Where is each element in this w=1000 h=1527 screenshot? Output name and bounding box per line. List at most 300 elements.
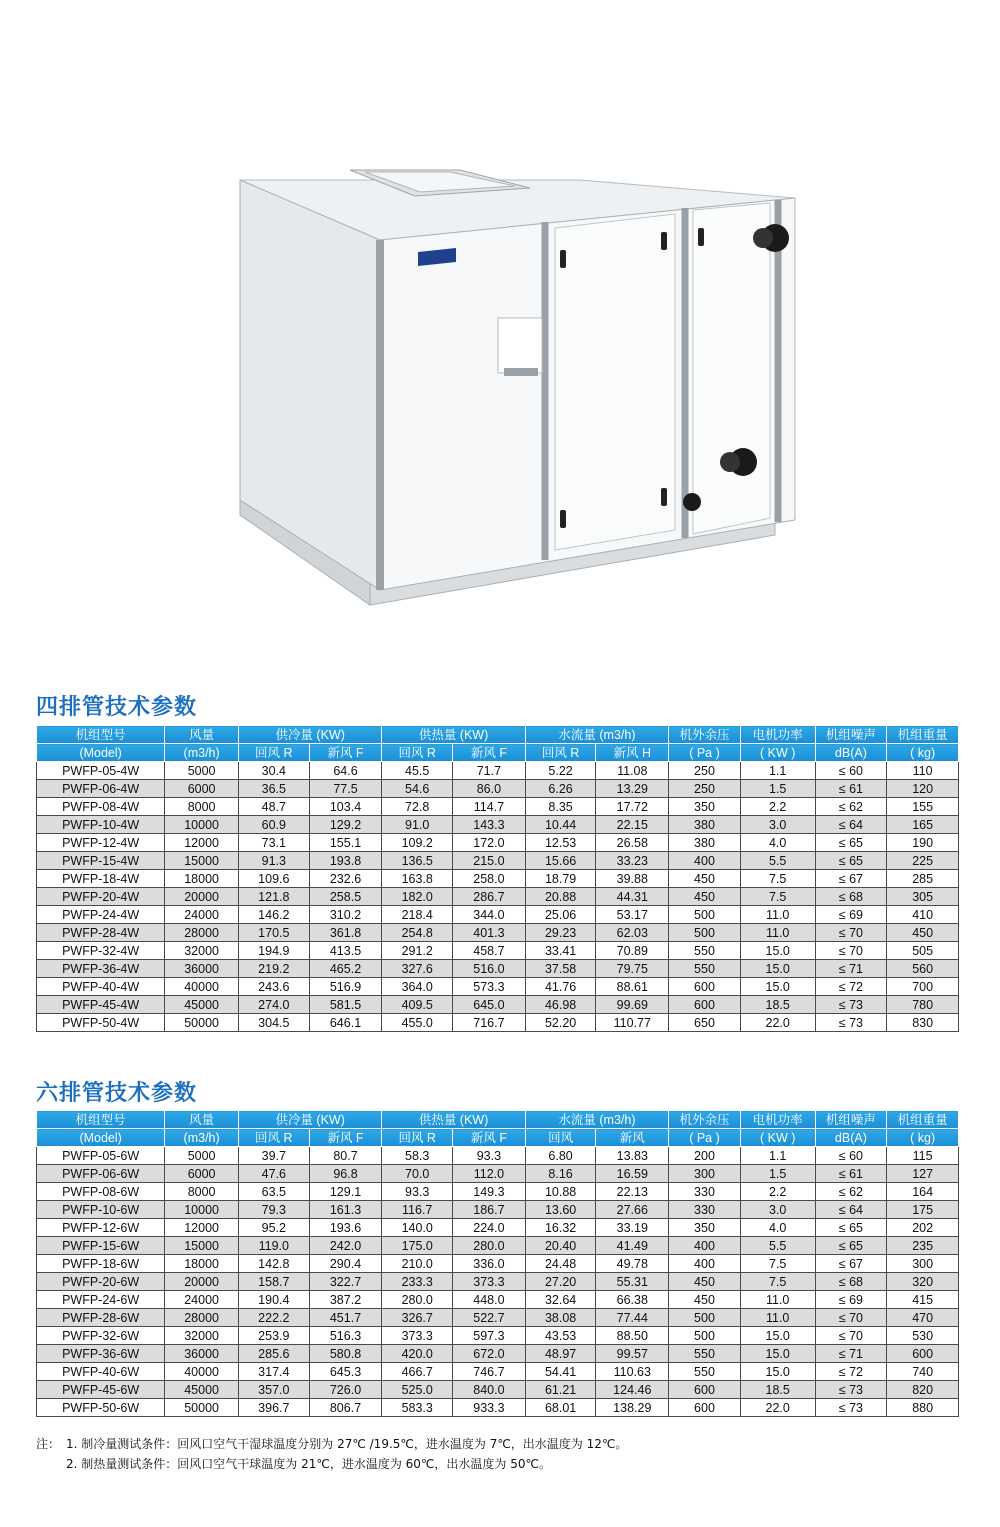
table-cell: 5000 [165,1147,239,1165]
table-cell: 50000 [165,1014,239,1032]
table-cell: 93.3 [453,1147,526,1165]
table-cell: 142.8 [238,1255,309,1273]
table-cell: 450 [669,888,741,906]
table-cell: 726.0 [309,1381,382,1399]
table-cell: 280.0 [382,1291,453,1309]
table-cell: ≤ 71 [815,960,887,978]
table-cell: 88.50 [596,1327,669,1345]
table-cell: 11.0 [740,1309,815,1327]
table-cell: 350 [669,1219,741,1237]
table-cell: ≤ 67 [815,870,887,888]
header-water-flow: 水流量 (m3/h) [525,726,668,744]
table-cell: 110.77 [596,1014,669,1032]
table-cell: 11.08 [596,762,669,780]
table-cell: 242.0 [309,1237,382,1255]
table-cell: ≤ 65 [815,1237,887,1255]
table-cell: 53.17 [596,906,669,924]
table-cell: 40000 [165,978,239,996]
table-cell: 115 [887,1147,959,1165]
subheader: 回风 R [525,744,596,762]
table-cell: ≤ 70 [815,924,887,942]
table-cell: ≤ 73 [815,1381,887,1399]
header-power-unit: ( KW ) [740,744,815,762]
table-cell: 1.5 [740,1165,815,1183]
table-cell: 415 [887,1291,959,1309]
table-cell: 7.5 [740,870,815,888]
model-cell: PWFP-28-6W [37,1309,165,1327]
table-cell: 250 [669,762,741,780]
table-cell: 222.2 [238,1309,309,1327]
table-cell: 164 [887,1183,959,1201]
table-row [37,798,959,816]
table-cell: ≤ 67 [815,1255,887,1273]
table-cell: ≤ 73 [815,1014,887,1032]
table-cell: 22.0 [740,1014,815,1032]
table-cell: 170.5 [238,924,309,942]
table-cell: 361.8 [309,924,382,942]
table-cell: 96.8 [309,1165,382,1183]
table-cell: 219.2 [238,960,309,978]
table-cell: 254.8 [382,924,453,942]
table-cell: 18.79 [525,870,596,888]
table-cell: 38.08 [525,1309,596,1327]
table-cell: 22.15 [596,816,669,834]
table-cell: 193.8 [309,852,382,870]
header-pressure-unit: ( Pa ) [669,1129,741,1147]
header-heating: 供热量 (KW) [382,726,525,744]
table-row [37,1327,959,1345]
table-cell: 63.5 [238,1183,309,1201]
header-pressure-unit: ( Pa ) [669,744,741,762]
table-cell: 1.5 [740,780,815,798]
table-cell: 13.83 [596,1147,669,1165]
table-cell: 448.0 [453,1291,526,1309]
table-cell: 645.0 [453,996,526,1014]
table-cell: 182.0 [382,888,453,906]
model-cell: PWFP-18-6W [37,1255,165,1273]
table-cell: 8.35 [525,798,596,816]
table-cell: 48.7 [238,798,309,816]
table-cell: 250 [669,780,741,798]
table-cell: 71.7 [453,762,526,780]
table-cell: 200 [669,1147,741,1165]
table-cell: ≤ 69 [815,906,887,924]
table-cell: 344.0 [453,906,526,924]
table-cell: 218.4 [382,906,453,924]
table-cell: 172.0 [453,834,526,852]
table-cell: 7.5 [740,1255,815,1273]
table-cell: 110 [887,762,959,780]
table-cell: 364.0 [382,978,453,996]
table-row [37,1309,959,1327]
table-cell: 27.66 [596,1201,669,1219]
table-cell: 420.0 [382,1345,453,1363]
table-cell: 33.19 [596,1219,669,1237]
table-cell: 91.3 [238,852,309,870]
subheader: 新风 H [596,744,669,762]
model-cell: PWFP-45-4W [37,996,165,1014]
table-row [37,1363,959,1381]
table-cell: ≤ 71 [815,1345,887,1363]
table-cell: 127 [887,1165,959,1183]
table-cell: 15000 [165,1237,239,1255]
table-cell: 600 [669,996,741,1014]
table-row [37,924,959,942]
table-cell: 583.3 [382,1399,453,1417]
table-cell: 253.9 [238,1327,309,1345]
table-cell: 15.66 [525,852,596,870]
table-cell: 550 [669,960,741,978]
model-cell: PWFP-28-4W [37,924,165,942]
table-cell: 5.5 [740,1237,815,1255]
table-cell: 99.57 [596,1345,669,1363]
table-cell: ≤ 62 [815,798,887,816]
table-cell: 285 [887,870,959,888]
table-cell: ≤ 70 [815,1309,887,1327]
table-cell: 124.46 [596,1381,669,1399]
table-cell: 224.0 [453,1219,526,1237]
table-cell: 129.2 [309,816,382,834]
model-cell: PWFP-32-6W [37,1327,165,1345]
table-cell: 450 [887,924,959,942]
table-cell: 320 [887,1273,959,1291]
table-cell: 330 [669,1183,741,1201]
spec-table-four-row [36,725,959,1032]
table-cell: 24000 [165,1291,239,1309]
model-cell: PWFP-08-6W [37,1183,165,1201]
table-cell: 5.22 [525,762,596,780]
header-power: 电机功率 [740,1111,815,1129]
table-cell: 373.3 [382,1327,453,1345]
table-cell: 155 [887,798,959,816]
table-cell: ≤ 73 [815,996,887,1014]
table-cell: 233.3 [382,1273,453,1291]
header-pressure: 机外余压 [669,1111,741,1129]
table-cell: 29.23 [525,924,596,942]
table-cell: 194.9 [238,942,309,960]
table-cell: 44.31 [596,888,669,906]
table-cell: 5000 [165,762,239,780]
table-cell: 6000 [165,780,239,798]
table-cell: 28000 [165,924,239,942]
table-row [37,1147,959,1165]
air-handling-unit-image [230,150,810,650]
table-cell: 400 [669,1237,741,1255]
table-cell: 202 [887,1219,959,1237]
notes-label: 注： [36,1437,61,1451]
table-cell: 70.0 [382,1165,453,1183]
table-row [37,852,959,870]
table-cell: 143.3 [453,816,526,834]
table-cell: 20000 [165,1273,239,1291]
table-cell: 12000 [165,1219,239,1237]
header-airflow-unit: (m3/h) [165,744,239,762]
table-cell: 3.0 [740,1201,815,1219]
table-cell: 22.0 [740,1399,815,1417]
table-cell: 68.01 [525,1399,596,1417]
table-cell: 11.0 [740,906,815,924]
model-cell: PWFP-10-4W [37,816,165,834]
table-row [37,996,959,1014]
note-cooling-conditions: 1. 制冷量测试条件：回风口空气干湿球温度分别为 27℃ /19.5℃，进水温度为 7℃，出水温度为 12℃。 [66,1437,628,1451]
table-cell: 49.78 [596,1255,669,1273]
table-cell: 138.29 [596,1399,669,1417]
table-cell: 232.6 [309,870,382,888]
table-cell: 16.59 [596,1165,669,1183]
table-cell: 597.3 [453,1327,526,1345]
table-cell: 450 [669,1273,741,1291]
table-cell: 55.31 [596,1273,669,1291]
table-cell: 235 [887,1237,959,1255]
table-cell: 672.0 [453,1345,526,1363]
header-cooling: 供冷量 (KW) [238,726,381,744]
table-cell: 39.7 [238,1147,309,1165]
model-cell: PWFP-12-4W [37,834,165,852]
header-weight: 机组重量 [887,726,959,744]
table-cell: 22.13 [596,1183,669,1201]
table-cell: 149.3 [453,1183,526,1201]
table-cell: 40000 [165,1363,239,1381]
header-cooling: 供冷量 (KW) [238,1111,381,1129]
table-cell: 116.7 [382,1201,453,1219]
table-cell: 50000 [165,1399,239,1417]
table-cell: 8000 [165,798,239,816]
table-row [37,1273,959,1291]
table-cell: 140.0 [382,1219,453,1237]
table-cell: 114.7 [453,798,526,816]
table-cell: ≤ 60 [815,762,887,780]
table-cell: 17.72 [596,798,669,816]
table-cell: 1.1 [740,1147,815,1165]
model-cell: PWFP-36-6W [37,1345,165,1363]
table-cell: 52.20 [525,1014,596,1032]
subheader: 回风 [525,1129,596,1147]
table-cell: 225 [887,852,959,870]
table-cell: 24.48 [525,1255,596,1273]
table-cell: 190 [887,834,959,852]
header-noise-unit: dB(A) [815,1129,887,1147]
model-cell: PWFP-06-4W [37,780,165,798]
table-cell: 11.0 [740,924,815,942]
table-cell: 39.88 [596,870,669,888]
header-power: 电机功率 [740,726,815,744]
table-cell: 18000 [165,1255,239,1273]
header-airflow-unit: (m3/h) [165,1129,239,1147]
header-airflow: 风量 [165,726,239,744]
table-cell: 93.3 [382,1183,453,1201]
table-row [37,1291,959,1309]
table-cell: 79.75 [596,960,669,978]
table-cell: 380 [669,834,741,852]
table-row [37,762,959,780]
table-cell: 317.4 [238,1363,309,1381]
section-title-four-row: 四排管技术参数 [36,695,198,720]
table-cell: 20.88 [525,888,596,906]
table-cell: 28000 [165,1309,239,1327]
table-cell: ≤ 64 [815,816,887,834]
table-cell: ≤ 69 [815,1291,887,1309]
table-cell: 380 [669,816,741,834]
table-cell: 291.2 [382,942,453,960]
table-cell: 290.4 [309,1255,382,1273]
table-cell: 413.5 [309,942,382,960]
table-row [37,816,959,834]
table-cell: 500 [669,906,741,924]
model-cell: PWFP-40-4W [37,978,165,996]
table-cell: 300 [669,1165,741,1183]
section-title-six-row: 六排管技术参数 [36,1081,198,1106]
table-cell: 806.7 [309,1399,382,1417]
table-row [37,942,959,960]
table-cell: 350 [669,798,741,816]
table-cell: 25.06 [525,906,596,924]
table-cell: 215.0 [453,852,526,870]
table-cell: 73.1 [238,834,309,852]
table-row [37,1165,959,1183]
table-cell: 500 [669,1327,741,1345]
subheader: 新风 F [453,744,526,762]
header-heating: 供热量 (KW) [382,1111,525,1129]
table-cell: 13.29 [596,780,669,798]
table-cell: ≤ 72 [815,1363,887,1381]
table-cell: 2.2 [740,798,815,816]
table-cell: 530 [887,1327,959,1345]
table-cell: 11.0 [740,1291,815,1309]
header-noise: 机组噪声 [815,1111,887,1129]
table-cell: 409.5 [382,996,453,1014]
table-cell: 8000 [165,1183,239,1201]
table-cell: 10.88 [525,1183,596,1201]
table-cell: 322.7 [309,1273,382,1291]
model-cell: PWFP-08-4W [37,798,165,816]
header-airflow: 风量 [165,1111,239,1129]
table-cell: 600 [669,1381,741,1399]
table-cell: ≤ 60 [815,1147,887,1165]
table-cell: 4.0 [740,834,815,852]
header-model: 机组型号 [37,726,165,744]
table-row [37,1399,959,1417]
table-cell: 243.6 [238,978,309,996]
table-cell: 700 [887,978,959,996]
header-noise-unit: dB(A) [815,744,887,762]
table-row [37,978,959,996]
table-cell: 330 [669,1201,741,1219]
table-cell: 33.23 [596,852,669,870]
table-cell: 258.0 [453,870,526,888]
table-row [37,834,959,852]
table-row [37,1345,959,1363]
table-cell: 15.0 [740,1345,815,1363]
header-weight: 机组重量 [887,1111,959,1129]
table-cell: 61.21 [525,1381,596,1399]
table-cell: 110.63 [596,1363,669,1381]
table-cell: 285.6 [238,1345,309,1363]
model-cell: PWFP-05-4W [37,762,165,780]
table-cell: 6.26 [525,780,596,798]
table-cell: 516.0 [453,960,526,978]
table-cell: 64.6 [309,762,382,780]
table-cell: 79.3 [238,1201,309,1219]
table-cell: 77.44 [596,1309,669,1327]
header-model-en: (Model) [37,744,165,762]
table-cell: ≤ 70 [815,942,887,960]
table-row [37,780,959,798]
table-cell: 336.0 [453,1255,526,1273]
table-cell: 18.5 [740,996,815,1014]
table-cell: 396.7 [238,1399,309,1417]
table-cell: 41.49 [596,1237,669,1255]
model-cell: PWFP-36-4W [37,960,165,978]
model-cell: PWFP-06-6W [37,1165,165,1183]
table-cell: 18000 [165,870,239,888]
table-cell: ≤ 61 [815,780,887,798]
table-cell: 840.0 [453,1381,526,1399]
table-cell: 387.2 [309,1291,382,1309]
table-cell: 10000 [165,816,239,834]
table-cell: 880 [887,1399,959,1417]
table-cell: 716.7 [453,1014,526,1032]
table-cell: ≤ 65 [815,834,887,852]
table-cell: 4.0 [740,1219,815,1237]
table-cell: 47.6 [238,1165,309,1183]
table-cell: 112.0 [453,1165,526,1183]
table-cell: ≤ 65 [815,1219,887,1237]
table-cell: 32000 [165,1327,239,1345]
table-cell: 505 [887,942,959,960]
model-cell: PWFP-32-4W [37,942,165,960]
table-cell: 326.7 [382,1309,453,1327]
table-cell: 16.32 [525,1219,596,1237]
table-row [37,888,959,906]
model-cell: PWFP-40-6W [37,1363,165,1381]
table-cell: 401.3 [453,924,526,942]
table-cell: 70.89 [596,942,669,960]
table-cell: ≤ 70 [815,1327,887,1345]
table-cell: 373.3 [453,1273,526,1291]
table-cell: 77.5 [309,780,382,798]
table-cell: 15000 [165,852,239,870]
table-cell: 455.0 [382,1014,453,1032]
table-cell: 286.7 [453,888,526,906]
table-cell: 470 [887,1309,959,1327]
subheader: 新风 F [453,1129,526,1147]
table-cell: 400 [669,852,741,870]
table-cell: 95.2 [238,1219,309,1237]
subheader: 回风 R [238,1129,309,1147]
table-cell: 6.80 [525,1147,596,1165]
table-cell: 41.76 [525,978,596,996]
table-cell: 158.7 [238,1273,309,1291]
table-cell: 560 [887,960,959,978]
table-cell: 175 [887,1201,959,1219]
table-cell: 36.5 [238,780,309,798]
table-cell: 300 [887,1255,959,1273]
table-cell: 46.98 [525,996,596,1014]
subheader: 回风 R [382,744,453,762]
table-cell: 18.5 [740,1381,815,1399]
table-cell: 12000 [165,834,239,852]
table-cell: 163.8 [382,870,453,888]
subheader: 新风 F [309,1129,382,1147]
table-cell: 161.3 [309,1201,382,1219]
table-cell: 66.38 [596,1291,669,1309]
table-cell: 54.6 [382,780,453,798]
table-cell: 60.9 [238,816,309,834]
table-cell: 24000 [165,906,239,924]
table-cell: 99.69 [596,996,669,1014]
table-cell: 175.0 [382,1237,453,1255]
model-cell: PWFP-20-6W [37,1273,165,1291]
